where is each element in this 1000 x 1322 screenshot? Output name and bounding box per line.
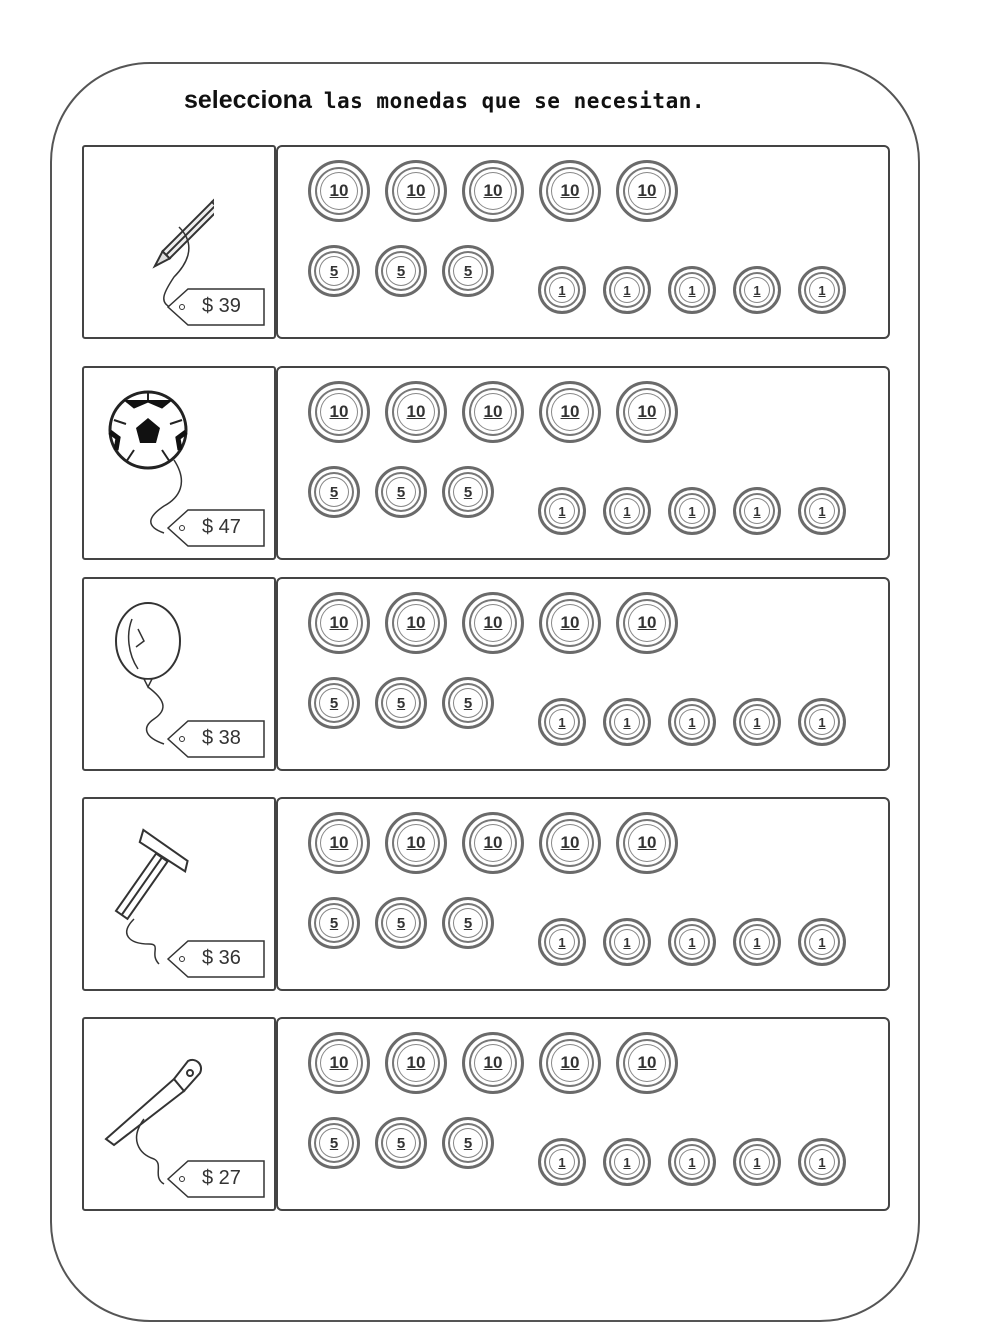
price-label: $ 47	[202, 516, 241, 538]
exercise-row-balloon	[82, 577, 890, 773]
price-label: $ 36	[202, 947, 241, 969]
coin-1[interactable]: 1	[798, 266, 846, 314]
coin-5[interactable]: 5	[375, 466, 427, 518]
coin-1[interactable]: 1	[733, 487, 781, 535]
coin-1[interactable]: 1	[603, 918, 651, 966]
coin-1[interactable]: 1	[733, 1138, 781, 1186]
coin-10[interactable]: 10	[308, 381, 370, 443]
exercise-row-hammer	[82, 797, 890, 993]
coin-5[interactable]: 5	[442, 897, 494, 949]
coin-10[interactable]: 10	[385, 1032, 447, 1094]
coin-1[interactable]: 1	[668, 266, 716, 314]
coin-5[interactable]: 5	[442, 466, 494, 518]
coin-1[interactable]: 1	[538, 1138, 586, 1186]
coin-1[interactable]: 1	[798, 918, 846, 966]
coin-5[interactable]: 5	[442, 1117, 494, 1169]
coin-1[interactable]: 1	[798, 487, 846, 535]
title-instruction: las monedas que se necesitan.	[323, 89, 706, 113]
item-box	[82, 1017, 276, 1211]
coin-10[interactable]: 10	[539, 160, 601, 222]
exercise-row-pencil	[82, 145, 890, 341]
coin-10[interactable]: 10	[539, 592, 601, 654]
item-box	[82, 577, 276, 771]
item-box	[82, 145, 276, 339]
price-tag	[166, 1159, 266, 1199]
coin-1[interactable]: 1	[538, 698, 586, 746]
coin-1[interactable]: 1	[733, 918, 781, 966]
coin-1[interactable]: 1	[603, 487, 651, 535]
coin-10[interactable]: 10	[462, 592, 524, 654]
coin-panel	[276, 145, 890, 339]
coin-10[interactable]: 10	[539, 381, 601, 443]
coin-1[interactable]: 1	[798, 698, 846, 746]
coin-5[interactable]: 5	[308, 677, 360, 729]
coin-panel	[276, 577, 890, 771]
price-label: $ 38	[202, 727, 241, 749]
coin-panel	[276, 366, 890, 560]
coin-10[interactable]: 10	[462, 812, 524, 874]
page-title	[184, 86, 705, 115]
item-box	[82, 797, 276, 991]
coin-1[interactable]: 1	[733, 698, 781, 746]
coin-1[interactable]: 1	[798, 1138, 846, 1186]
coin-10[interactable]: 10	[308, 592, 370, 654]
coin-10[interactable]: 10	[539, 812, 601, 874]
coin-1[interactable]: 1	[733, 266, 781, 314]
coin-10[interactable]: 10	[462, 1032, 524, 1094]
item-box	[82, 366, 276, 560]
coin-10[interactable]: 10	[616, 1032, 678, 1094]
coin-5[interactable]: 5	[308, 466, 360, 518]
price-tag	[166, 287, 266, 327]
price-label: $ 39	[202, 295, 241, 317]
coin-10[interactable]: 10	[616, 592, 678, 654]
coin-panel	[276, 797, 890, 991]
price-tag	[166, 508, 266, 548]
coin-10[interactable]: 10	[308, 1032, 370, 1094]
coin-5[interactable]: 5	[375, 897, 427, 949]
coin-10[interactable]: 10	[539, 1032, 601, 1094]
coin-1[interactable]: 1	[603, 266, 651, 314]
coin-10[interactable]: 10	[385, 592, 447, 654]
coin-10[interactable]: 10	[385, 381, 447, 443]
coin-1[interactable]: 1	[603, 1138, 651, 1186]
coin-5[interactable]: 5	[308, 1117, 360, 1169]
coin-5[interactable]: 5	[442, 245, 494, 297]
exercise-row-saw	[82, 1017, 890, 1213]
coin-5[interactable]: 5	[308, 245, 360, 297]
coin-10[interactable]: 10	[462, 381, 524, 443]
coin-5[interactable]: 5	[375, 1117, 427, 1169]
coin-1[interactable]: 1	[538, 266, 586, 314]
coin-1[interactable]: 1	[603, 698, 651, 746]
coin-10[interactable]: 10	[308, 160, 370, 222]
coin-10[interactable]: 10	[385, 812, 447, 874]
coin-10[interactable]: 10	[462, 160, 524, 222]
coin-1[interactable]: 1	[668, 918, 716, 966]
coin-10[interactable]: 10	[616, 381, 678, 443]
coin-10[interactable]: 10	[308, 812, 370, 874]
coin-1[interactable]: 1	[668, 698, 716, 746]
coin-5[interactable]: 5	[375, 245, 427, 297]
price-tag	[166, 719, 266, 759]
title-keyword: selecciona	[184, 86, 312, 114]
price-label: $ 27	[202, 1167, 241, 1189]
coin-1[interactable]: 1	[668, 487, 716, 535]
coin-5[interactable]: 5	[375, 677, 427, 729]
coin-5[interactable]: 5	[442, 677, 494, 729]
coin-10[interactable]: 10	[616, 160, 678, 222]
price-tag	[166, 939, 266, 979]
coin-panel	[276, 1017, 890, 1211]
exercise-row-soccer-ball	[82, 366, 890, 562]
coin-10[interactable]: 10	[385, 160, 447, 222]
coin-1[interactable]: 1	[538, 918, 586, 966]
coin-5[interactable]: 5	[308, 897, 360, 949]
coin-1[interactable]: 1	[538, 487, 586, 535]
coin-1[interactable]: 1	[668, 1138, 716, 1186]
coin-10[interactable]: 10	[616, 812, 678, 874]
